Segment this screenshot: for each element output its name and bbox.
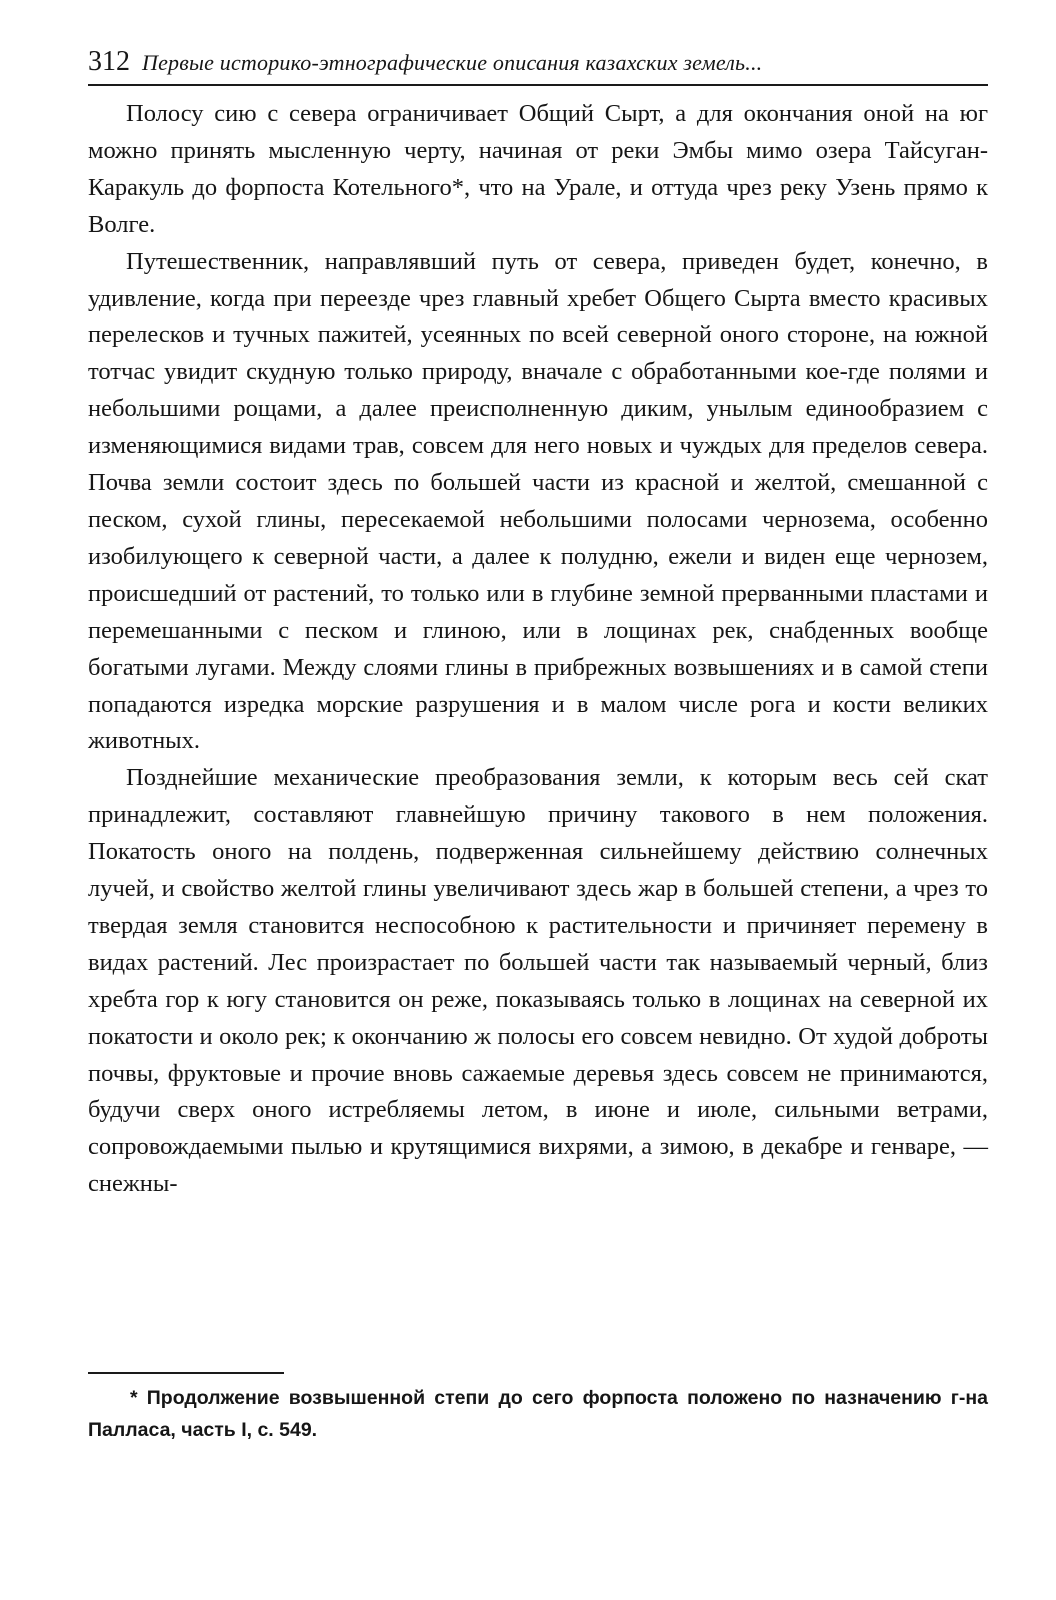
paragraph-3: Позднейшие механические преобразования земли, к которым весь сей скат принадлежит, составляют главнейшую причину такового в нем положения. Покатость оного на полдень, подверженная сильнейшему действию солнечных лучей, и свойство желтой глины увеличивают здесь жар в большей степени, а чрез то твердая земля становится неспособною к растительности и причиняет перемену в видах растений. Лес произрастает по большей части так называемый черный, близ хребта гор к югу становится он реже, показываясь только в лощинах на северной их покатости и около рек; к окончанию ж полосы его совсем невидно. От худой доброты почвы, фруктовые и прочие вновь сажаемые деревья здесь совсем не принимаются, будучи сверх оного истребляемы летом, в июне и июле, сильными ветрами, сопровождаемыми пылью и крутящимися вихрями, а зимою, в декабре и генваре, — снежны- <box>88 764 988 1198</box>
body-text <box>88 96 988 1203</box>
paragraph-1: Полосу сию с севера ограничивает Общий Сырт, а для окончания оной на юг можно принять мысленную черту, начиная от реки Эмбы мимо озера Тайсуган-Каракуль до форпоста Котельного*, что на Урале, и оттуда чрез реку Узень прямо к Волге. <box>88 100 988 238</box>
page <box>88 40 988 1203</box>
footnote-divider <box>88 1372 284 1374</box>
running-title: Первые историко-этнографические описания казахских земель... <box>142 50 763 75</box>
page-number: 312 <box>88 46 130 77</box>
footnote: * Продолжение возвышенной степи до сего форпоста положено по назначению г-на Палласа, часть I, с. 549. <box>88 1387 988 1441</box>
paragraph-2: Путешественник, направлявший путь от севера, приведен будет, конечно, в удивление, когда при переезде чрез главный хребет Общего Сырта вместо красивых перелесков и тучных пажитей, усеянных по всей северной оного стороне, на южной тотчас увидит скудную только природу, вначале с обработанными кое-где полями и небольшими рощами, а далее преисполненную диким, унылым единообразием с изменяющимися видами трав, совсем для него новых и чуждых для пределов севера. Почва земли состоит здесь по большей части из красной и желтой, смешанной с песком, сухой глины, пересекаемой небольшими полосами чернозема, особенно изобилующего к северной части, а далее к полудню, ежели и виден еще чернозем, происшедший от растений, то только или в глубине земной прерванными пластами и перемешанными с песком и глиною, или в лощинах рек, снабденных вообще богатыми лугами. Между слоями глины в прибрежных возвышениях и в самой степи попадаются изредка морские разрушения и в малом числе рога и кости великих животных. <box>88 247 988 755</box>
running-header <box>88 40 988 86</box>
